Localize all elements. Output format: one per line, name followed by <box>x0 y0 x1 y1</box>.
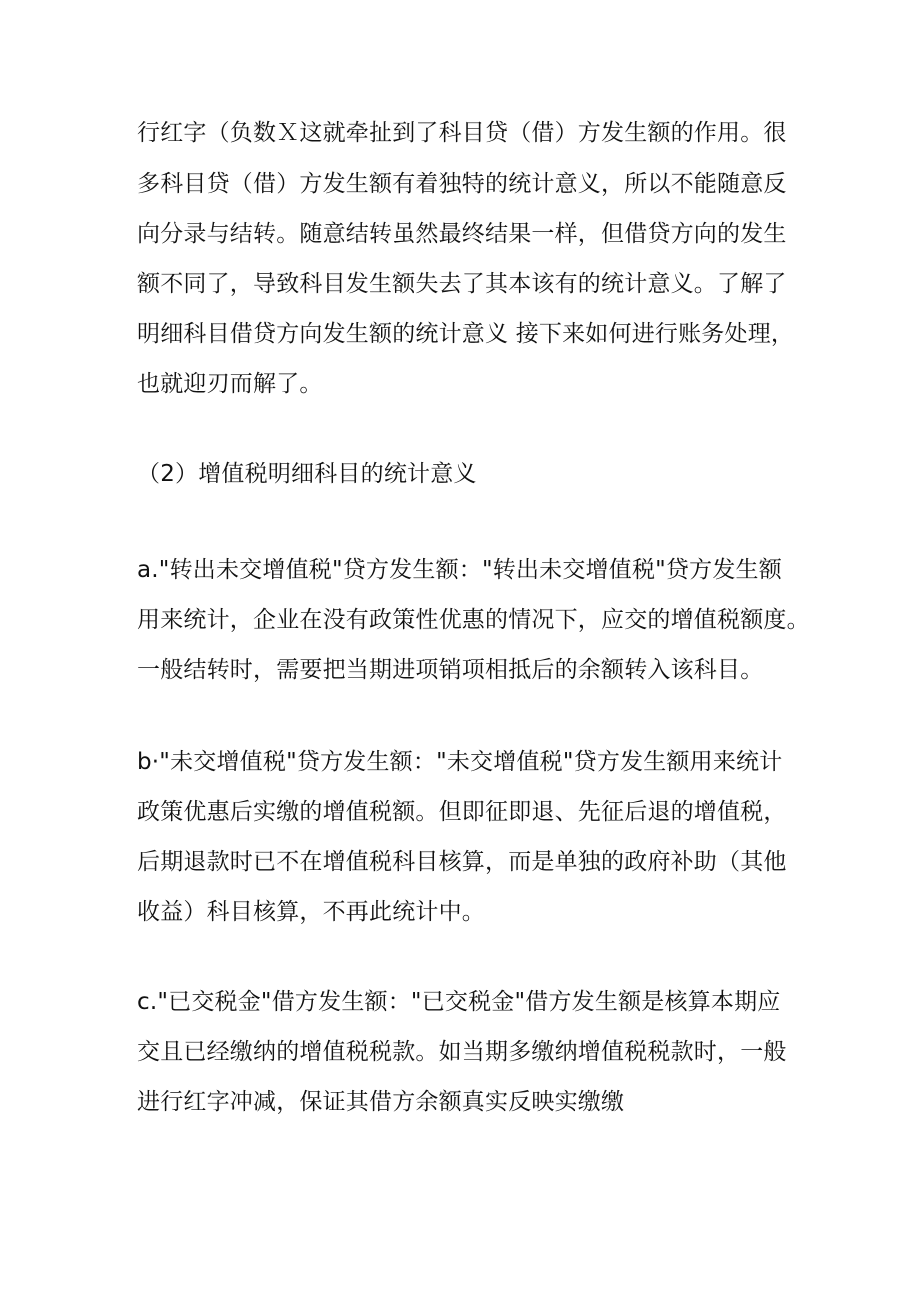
text-line: 向分录与结转。随意结转虽然最终结果一样，但借贷方向的发生 <box>137 221 787 247</box>
text-line: 交且已经缴纳的增值税税款。如当期多缴纳增值税税款时，一般 <box>137 1039 787 1065</box>
text-line: 后期退款时已不在增值税科目核算，而是单独的政府补助（其他 <box>137 849 787 875</box>
text-line: a."转出未交增值税"贷方发生额："转出未交增值税"贷方发生额 <box>137 557 782 583</box>
text-line: 明细科目借贷方向发生额的统计意义 接下来如何进行账务处理， <box>137 321 795 347</box>
text-line: 政策优惠后实缴的增值税额。但即征即退、先征后退的增值税， <box>137 799 787 825</box>
text-line: 收益）科目核算，不再此统计中。 <box>137 899 485 925</box>
text-line: 行红字（负数Ｘ这就牵扯到了科目贷（借）方发生额的作用。很 <box>137 120 787 146</box>
text-line: 用来统计，企业在没有政策性优惠的情况下，应交的增值税额度。 <box>137 607 810 633</box>
text-line: 也就迎刃而解了。 <box>137 371 323 397</box>
text-line: 多科目贷（借）方发生额有着独特的统计意义，所以不能随意反 <box>137 171 787 197</box>
text-line: 额不同了，导致科目发生额失去了其本该有的统计意义。了解了 <box>137 271 787 297</box>
section-heading: （2）增值税明细科目的统计意义 <box>137 461 477 487</box>
text-line: 一般结转时，需要把当期进项销项相抵后的余额转入该科目。 <box>137 657 764 683</box>
text-line: 进行红字冲减，保证其借方余额真实反映实缴缴 <box>137 1089 625 1115</box>
text-line: b·"未交增值税"贷方发生额："未交增值税"贷方发生额用来统计 <box>137 749 783 775</box>
text-line: c."已交税金"借方发生额："已交税金"借方发生额是核算本期应 <box>137 989 781 1015</box>
